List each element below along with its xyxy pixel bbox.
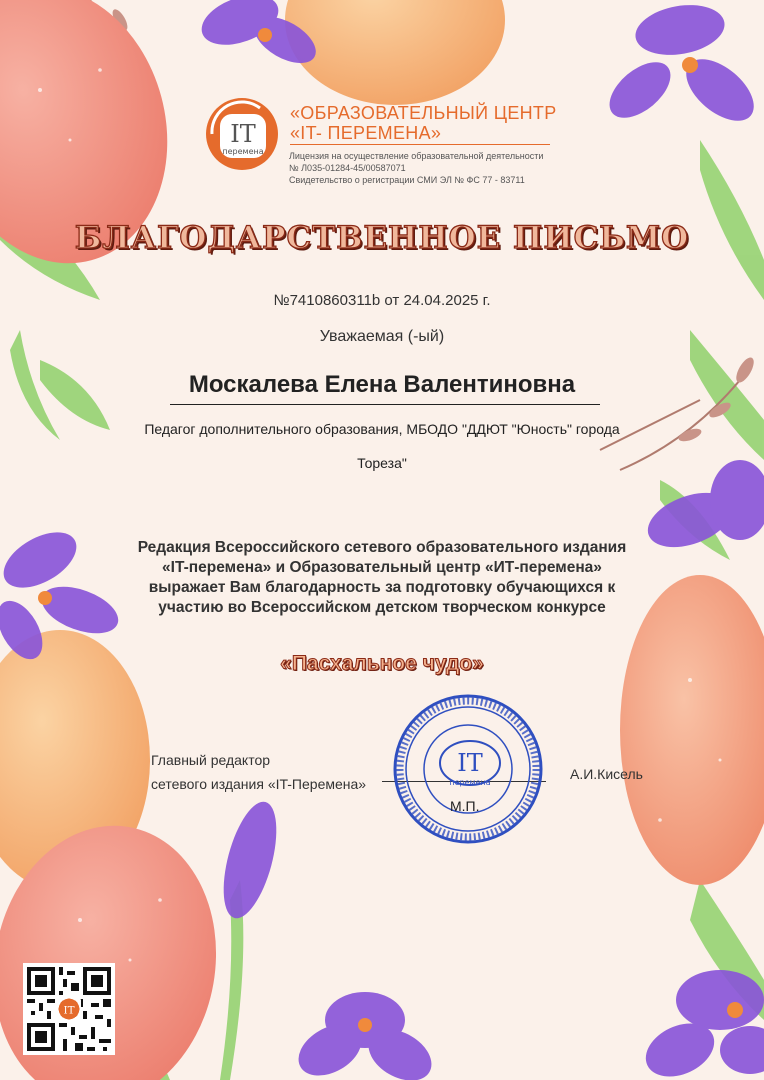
logo-subtext: перемена — [222, 147, 264, 156]
org-name-line2: «IT- ПЕРЕМЕНА» — [290, 123, 442, 143]
letter-title: БЛАГОДАРСТВЕННОЕ ПИСЬМО — [74, 220, 690, 256]
signature-label-line2: сетевого издания «IT-Перемена» — [151, 776, 367, 792]
qr-code — [23, 963, 115, 1055]
position-line2: Тореза" — [357, 455, 407, 471]
position-line1: Педагог дополнительного образования, МБОДО "ДДЮТ "Юность" города — [144, 421, 620, 437]
body-line4: участию во Всероссийском детском творческом конкурсе — [158, 599, 606, 616]
signature-label-line1: Главный редактор — [151, 752, 271, 768]
license-line3: Свидетельство о регистрации СМИ ЭЛ № ФС 77 - 83711 — [289, 175, 525, 185]
recipient-position — [110, 412, 654, 480]
official-stamp — [392, 693, 544, 845]
it-peremena-logo — [202, 94, 282, 174]
license-line2: № Л035-01284-45/00587071 — [289, 163, 406, 173]
organization-name — [290, 103, 590, 143]
letter-number: №7410860311b от 24.04.2025 г. — [273, 292, 491, 309]
signer-name: А.И.Кисель — [570, 766, 643, 782]
body-line2: «IT-перемена» и Образовательный центр «ИТ-перемена» — [162, 559, 602, 576]
svg-text:IT: IT — [63, 1004, 75, 1017]
license-line1: Лицензия на осуществление образовательной деятельности — [289, 151, 544, 161]
recipient-name: Москалева Елена Валентиновна — [188, 371, 576, 398]
org-name-line1: «ОБРАЗОВАТЕЛЬНЫЙ ЦЕНТР — [290, 103, 557, 123]
svg-text:перемена: перемена — [449, 778, 491, 787]
letter-body — [110, 538, 654, 618]
body-line3: выражает Вам благодарность за подготовку обучающихся к — [148, 579, 616, 596]
body-line1: Редакция Всероссийского сетевого образовательного издания — [137, 539, 627, 556]
name-underline — [170, 404, 600, 405]
logo-text: IT — [230, 120, 256, 148]
greeting: Уважаемая (-ый) — [319, 328, 445, 345]
org-divider — [290, 144, 550, 145]
stamp-mark: М.П. — [450, 798, 480, 814]
contest-name: «Пасхальное чудо» — [280, 652, 484, 675]
svg-text:IT: IT — [457, 749, 483, 777]
